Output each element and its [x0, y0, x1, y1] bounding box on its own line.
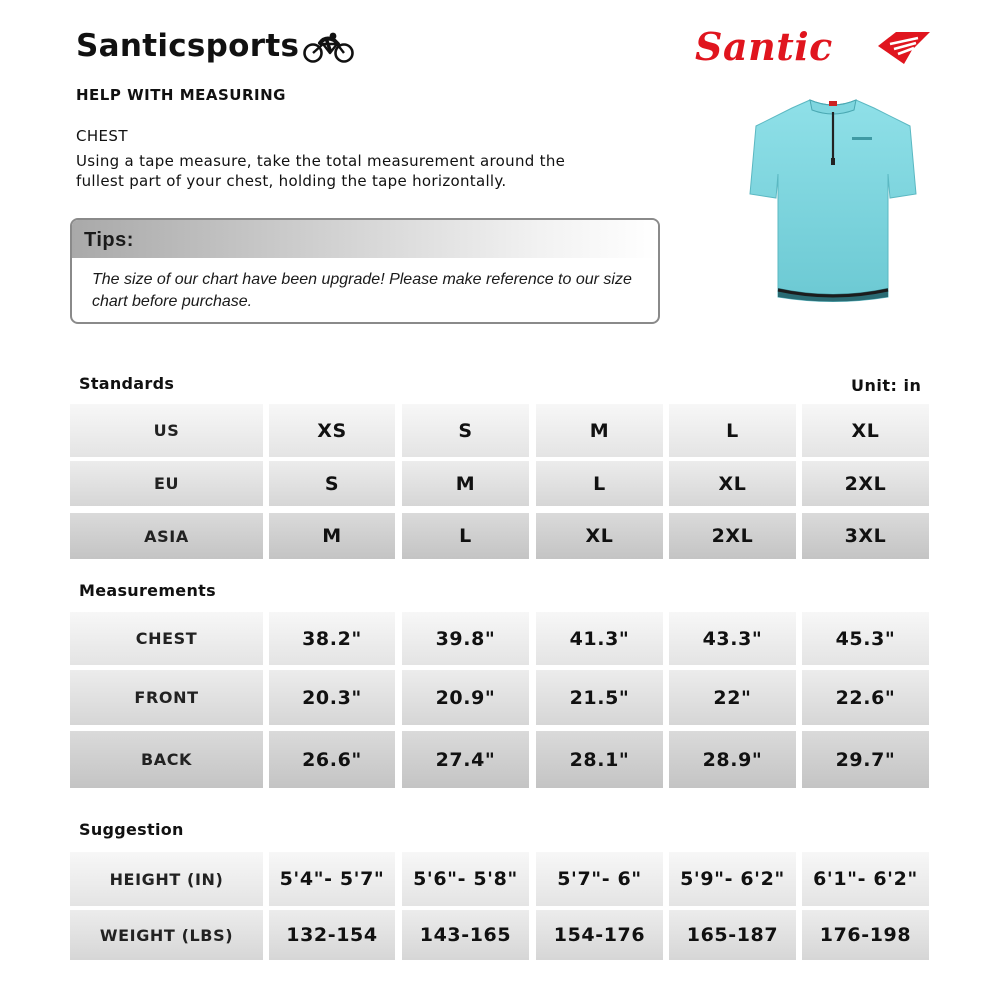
measurements-title: Measurements — [79, 581, 216, 600]
suggestion-cell: 176-198 — [802, 910, 929, 960]
standards-row-label: EU — [70, 461, 263, 506]
tips-header — [72, 220, 658, 258]
measurements-cell: 28.9" — [669, 731, 796, 788]
standards-cell: XS — [269, 404, 395, 457]
cyclist-icon — [303, 32, 355, 64]
standards-cell: S — [402, 404, 529, 457]
measurements-cell: 26.6" — [269, 731, 395, 788]
standards-cell: 2XL — [669, 513, 796, 559]
suggestion-cell: 132-154 — [269, 910, 395, 960]
chest-title: CHEST — [76, 127, 128, 145]
suggestion-row-label: HEIGHT (IN) — [70, 852, 263, 906]
suggestion-cell: 6'1"- 6'2" — [802, 852, 929, 906]
measurements-cell: 39.8" — [402, 612, 529, 665]
measurements-cell: 21.5" — [536, 670, 663, 725]
standards-cell: 3XL — [802, 513, 929, 559]
tips-text: The size of our chart have been upgrade! Please make reference to our size chart before purchase. — [92, 271, 632, 310]
standards-cell: M — [536, 404, 663, 457]
jersey-image — [748, 92, 918, 307]
standards-row-label: US — [70, 404, 263, 457]
standards-cell: XL — [802, 404, 929, 457]
suggestion-cell: 5'7"- 6" — [536, 852, 663, 906]
suggestion-cell: 5'9"- 6'2" — [669, 852, 796, 906]
measurements-cell: 38.2" — [269, 612, 395, 665]
standards-cell: L — [536, 461, 663, 506]
suggestion-cell: 154-176 — [536, 910, 663, 960]
standards-cell: XL — [669, 461, 796, 506]
unit-label: Unit: in — [851, 376, 922, 395]
brand-name: Santicsports — [76, 28, 300, 64]
measurements-row-label: FRONT — [70, 670, 263, 725]
standards-cell: XL — [536, 513, 663, 559]
suggestion-title: Suggestion — [79, 820, 184, 839]
measurements-row-label: CHEST — [70, 612, 263, 665]
standards-cell: M — [402, 461, 529, 506]
help-title: HELP WITH MEASURING — [76, 86, 286, 104]
suggestion-cell: 5'4"- 5'7" — [269, 852, 395, 906]
measurements-row-label: BACK — [70, 731, 263, 788]
measurements-cell: 45.3" — [802, 612, 929, 665]
measurements-cell: 28.1" — [536, 731, 663, 788]
measurements-cell: 43.3" — [669, 612, 796, 665]
measurements-cell: 22.6" — [802, 670, 929, 725]
santic-logo-icon — [874, 28, 932, 68]
chest-description: Using a tape measure, take the total measurement around the fullest part of your chest, holding the tape horizontally. — [76, 152, 566, 190]
suggestion-cell: 5'6"- 5'8" — [402, 852, 529, 906]
standards-cell: 2XL — [802, 461, 929, 506]
standards-cell: L — [402, 513, 529, 559]
tips-box — [70, 218, 660, 324]
measurements-cell: 29.7" — [802, 731, 929, 788]
standards-cell: M — [269, 513, 395, 559]
suggestion-cell: 165-187 — [669, 910, 796, 960]
measurements-cell: 22" — [669, 670, 796, 725]
measurements-cell: 27.4" — [402, 731, 529, 788]
standards-row-label: ASIA — [70, 513, 263, 559]
suggestion-cell: 143-165 — [402, 910, 529, 960]
measurements-cell: 20.9" — [402, 670, 529, 725]
santic-logo-text: Santic — [695, 24, 833, 69]
tips-label: Tips: — [84, 229, 134, 251]
measurements-cell: 41.3" — [536, 612, 663, 665]
suggestion-row-label: WEIGHT (LBS) — [70, 910, 263, 960]
standards-title: Standards — [79, 374, 175, 393]
measurements-cell: 20.3" — [269, 670, 395, 725]
standards-cell: L — [669, 404, 796, 457]
standards-cell: S — [269, 461, 395, 506]
